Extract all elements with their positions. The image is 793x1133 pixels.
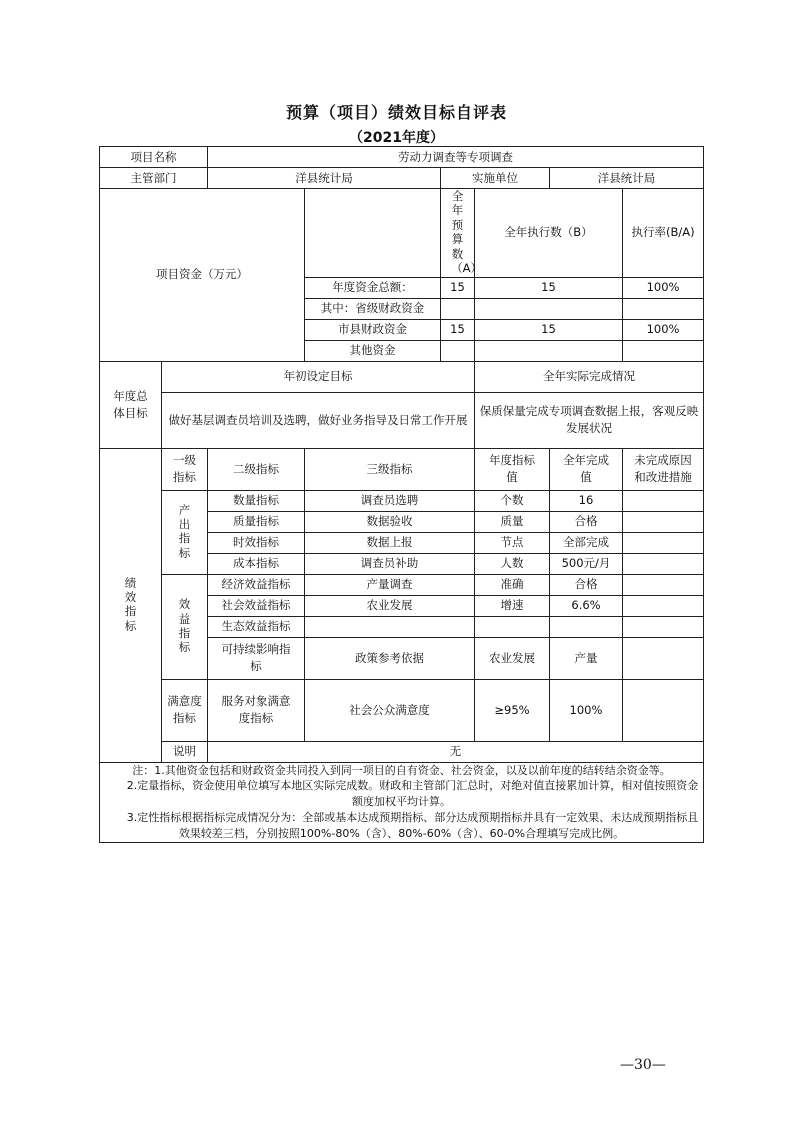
indicator-l3: 调查员选聘 (305, 490, 475, 511)
city-label: 市县财政资金 (305, 319, 441, 340)
indicator-l3: 政策参考依据 (305, 637, 475, 679)
department-row (100, 168, 704, 189)
indicator-l2: 服务对象满意度指标 (208, 679, 305, 741)
indicator-reason (623, 553, 704, 574)
indicator-reason (623, 511, 704, 532)
remark-value: 无 (208, 741, 704, 762)
indicator-reason (623, 532, 704, 553)
other-b (475, 340, 623, 361)
indicator-target: 质量 (475, 511, 550, 532)
level2-header: 二级指标 (208, 448, 305, 490)
table-row (100, 574, 704, 595)
goal-header-row (100, 361, 704, 392)
funds-label: 项目资金（万元） (100, 189, 305, 362)
provincial-a (441, 298, 475, 319)
indicator-target: ≥95% (475, 679, 550, 741)
table-row (100, 490, 704, 511)
remark-label: 说明 (162, 741, 208, 762)
total-b: 15 (475, 277, 623, 298)
overall-goal-label: 年度总体目标 (100, 361, 162, 448)
indicator-l2: 时效指标 (208, 532, 305, 553)
project-name-label: 项目名称 (100, 147, 208, 168)
reason-header: 未完成原因和改进措施 (623, 448, 704, 490)
table-row (100, 679, 704, 741)
indicator-l2: 质量指标 (208, 511, 305, 532)
project-name-row (100, 147, 704, 168)
indicator-target: 人数 (475, 553, 550, 574)
actual-status-header: 全年实际完成情况 (475, 361, 704, 392)
goal-content-row (100, 392, 704, 448)
other-label: 其他资金 (305, 340, 441, 361)
initial-goal-header: 年初设定目标 (162, 361, 475, 392)
indicator-actual: 16 (550, 490, 623, 511)
perf-indicators-label: 绩效指标 (100, 448, 162, 762)
total-rate: 100% (623, 277, 704, 298)
page-number: —30— (620, 1057, 666, 1073)
indicator-l2: 生态效益指标 (208, 616, 305, 637)
indicator-l2: 数量指标 (208, 490, 305, 511)
rate-header: 执行率(B/A) (623, 189, 704, 278)
impl-unit-value: 洋县统计局 (550, 168, 704, 189)
other-a (441, 340, 475, 361)
supervisor-value: 洋县统计局 (208, 168, 441, 189)
total-label: 年度资金总额： (305, 277, 441, 298)
indicator-reason (623, 616, 704, 637)
exec-b-header: 全年执行数（B） (475, 189, 623, 278)
indicator-l3: 产量调查 (305, 574, 475, 595)
city-b: 15 (475, 319, 623, 340)
impl-unit-label: 实施单位 (441, 168, 550, 189)
indicator-l3: 农业发展 (305, 595, 475, 616)
indicator-reason (623, 679, 704, 741)
note-3: 3.定性指标根据指标完成情况分为：全部或基本达成预期指标、部分达成预期指标并具有一定效果、未达成预期指标且效果较差三档，分别按照100%-80%（含）、80%-60%（含）、60-0%合理填写完成比例。 (126, 811, 699, 841)
provincial-label: 其中：省级财政资金 (305, 298, 441, 319)
indicator-actual: 合格 (550, 511, 623, 532)
indicator-l2: 经济效益指标 (208, 574, 305, 595)
indicator-target (475, 616, 550, 637)
indicator-actual: 100% (550, 679, 623, 741)
satisfaction-label: 满意度指标 (162, 679, 208, 741)
indicator-reason (623, 595, 704, 616)
note-2: 2.定量指标，资金使用单位填写本地区实际完成数。财政和主管部门汇总时，对绝对值直接累加计算，相对值按照资金额度加权平均计算。 (126, 779, 699, 809)
indicator-l2: 社会效益指标 (208, 595, 305, 616)
indicator-actual: 产量 (550, 637, 623, 679)
note-1: 注：1.其他资金包括和财政资金共同投入到同一项目的自有资金、社会资金，以及以前年度的结转结余资金等。 (132, 763, 671, 777)
level3-header: 三级指标 (305, 448, 475, 490)
supervisor-label: 主管部门 (100, 168, 208, 189)
indicator-actual: 全部完成 (550, 532, 623, 553)
indicator-l3: 数据上报 (305, 532, 475, 553)
initial-goal-text: 做好基层调查员培训及选聘，做好业务指导及日常工作开展 (162, 392, 475, 448)
budget-a-header: 全年预算数（A） (441, 189, 475, 278)
indicator-actual: 6.6% (550, 595, 623, 616)
actual-value-header: 全年完成值 (550, 448, 623, 490)
other-rate (623, 340, 704, 361)
provincial-b (475, 298, 623, 319)
indicator-reason (623, 637, 704, 679)
indicator-actual: 500元/月 (550, 553, 623, 574)
target-value-header: 年度指标值 (475, 448, 550, 490)
notes (100, 762, 704, 843)
indicator-target: 农业发展 (475, 637, 550, 679)
indicator-l3 (305, 616, 475, 637)
output-label: 产出指标 (162, 490, 208, 574)
provincial-rate (623, 298, 704, 319)
indicator-l3: 数据验收 (305, 511, 475, 532)
indicator-actual (550, 616, 623, 637)
city-a: 15 (441, 319, 475, 340)
benefit-label: 效益指标 (162, 574, 208, 679)
form-title: 预算（项目）绩效目标自评表 (285, 103, 507, 122)
indicator-reason (623, 574, 704, 595)
indicator-l2: 可持续影响指标 (208, 637, 305, 679)
level1-header: 一级指标 (162, 448, 208, 490)
remark-row (100, 741, 704, 762)
indicator-target: 个数 (475, 490, 550, 511)
indicator-l3: 社会公众满意度 (305, 679, 475, 741)
project-name-value: 劳动力调查等专项调查 (208, 147, 704, 168)
funds-header-row (100, 189, 704, 278)
form-year: （2021年度） (349, 130, 444, 146)
evaluation-table (99, 146, 704, 843)
notes-row (100, 762, 704, 843)
total-a: 15 (441, 277, 475, 298)
indicator-actual: 合格 (550, 574, 623, 595)
city-rate: 100% (623, 319, 704, 340)
indicator-header-row (100, 448, 704, 490)
indicator-target: 节点 (475, 532, 550, 553)
indicator-target: 增速 (475, 595, 550, 616)
actual-status-text: 保质保量完成专项调查数据上报，客观反映发展状况 (475, 392, 704, 448)
indicator-target: 准确 (475, 574, 550, 595)
indicator-l3: 调查员补助 (305, 553, 475, 574)
indicator-reason (623, 490, 704, 511)
indicator-l2: 成本指标 (208, 553, 305, 574)
